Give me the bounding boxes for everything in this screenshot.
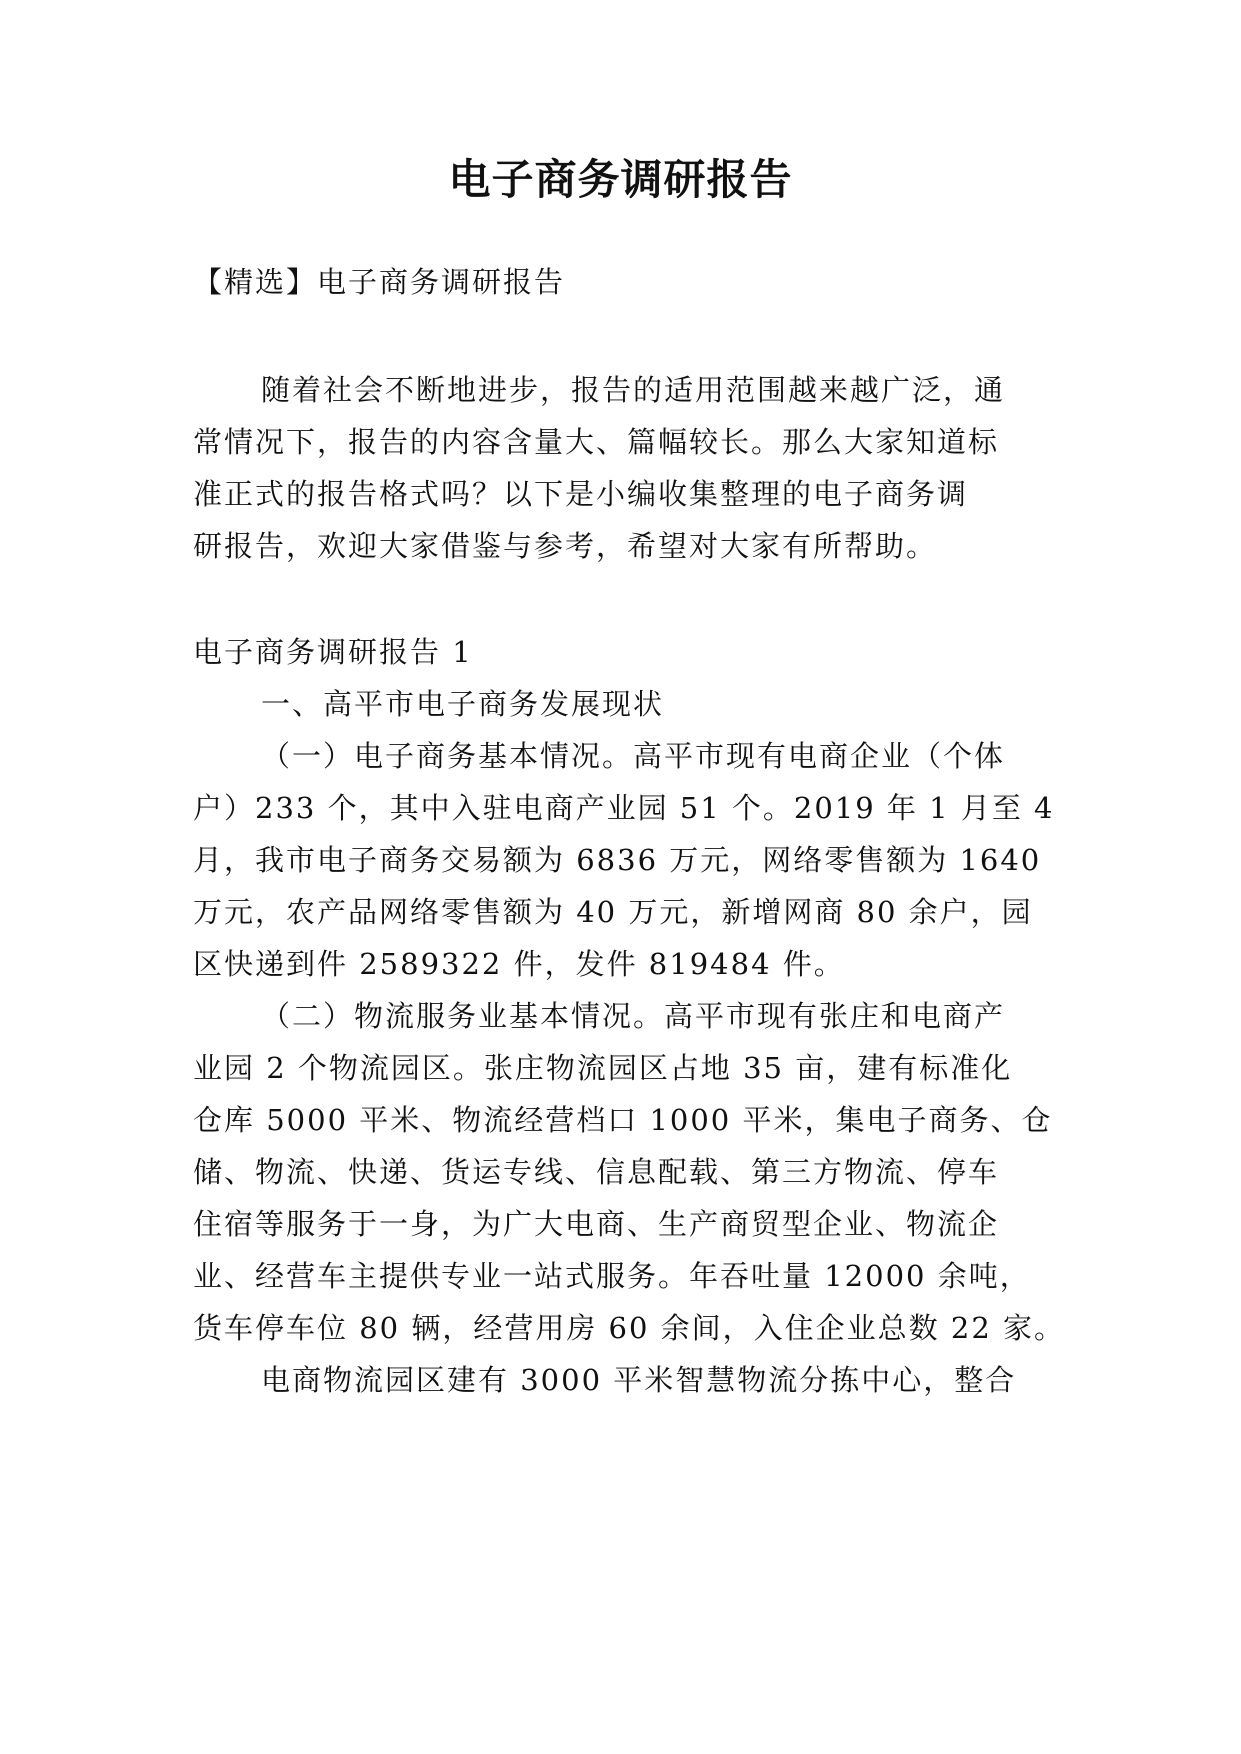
- section-title: 电子商务调研报告 1: [193, 635, 473, 669]
- para-2-line-6: 业、经营车主提供专业一站式服务。年吞吐量 12000 余吨，: [193, 1259, 1031, 1293]
- document-subtitle: 【精选】电子商务调研报告: [193, 265, 566, 299]
- intro-line-1: 随着社会不断地进步，报告的适用范围越来越广泛，通: [261, 373, 1006, 407]
- para-2-line-7: 货车停车位 80 辆，经营用房 60 余间，入住企业总数 22 家。: [193, 1311, 1066, 1345]
- intro-line-4: 研报告，欢迎大家借鉴与参考，希望对大家有所帮助。: [193, 529, 938, 563]
- para-1-line-1: （一）电子商务基本情况。高平市现有电商企业（个体: [261, 739, 1006, 773]
- para-3-line-1: 电商物流园区建有 3000 平米智慧物流分拣中心，整合: [261, 1363, 1017, 1397]
- document-title: 电子商务调研报告: [448, 155, 793, 204]
- para-2-line-4: 储、物流、快递、货运专线、信息配载、第三方物流、停车: [193, 1155, 1000, 1189]
- para-2-line-5: 住宿等服务于一身，为广大电商、生产商贸型企业、物流企: [193, 1207, 1000, 1241]
- para-2-line-1: （二）物流服务业基本情况。高平市现有张庄和电商产: [261, 999, 1006, 1033]
- heading-1: 一、高平市电子商务发展现状: [261, 687, 665, 721]
- intro-line-3: 准正式的报告格式吗？以下是小编收集整理的电子商务调: [193, 477, 969, 511]
- para-2-line-2: 业园 2 个物流园区。张庄物流园区占地 35 亩，建有标准化: [193, 1051, 1013, 1085]
- para-1-line-2: 户）233 个，其中入驻电商产业园 51 个。2019 年 1 月至 4: [193, 791, 1055, 825]
- intro-line-2: 常情况下，报告的内容含量大、篇幅较长。那么大家知道标: [193, 425, 1000, 459]
- para-1-line-5: 区快递到件 2589322 件，发件 819484 件。: [193, 947, 845, 981]
- para-1-line-3: 月，我市电子商务交易额为 6836 万元，网络零售额为 1640: [193, 843, 1042, 877]
- para-2-line-3: 仓库 5000 平米、物流经营档口 1000 平米，集电子商务、仓: [193, 1103, 1053, 1137]
- para-1-line-4: 万元，农产品网络零售额为 40 万元，新增网商 80 余户，园: [193, 895, 1033, 929]
